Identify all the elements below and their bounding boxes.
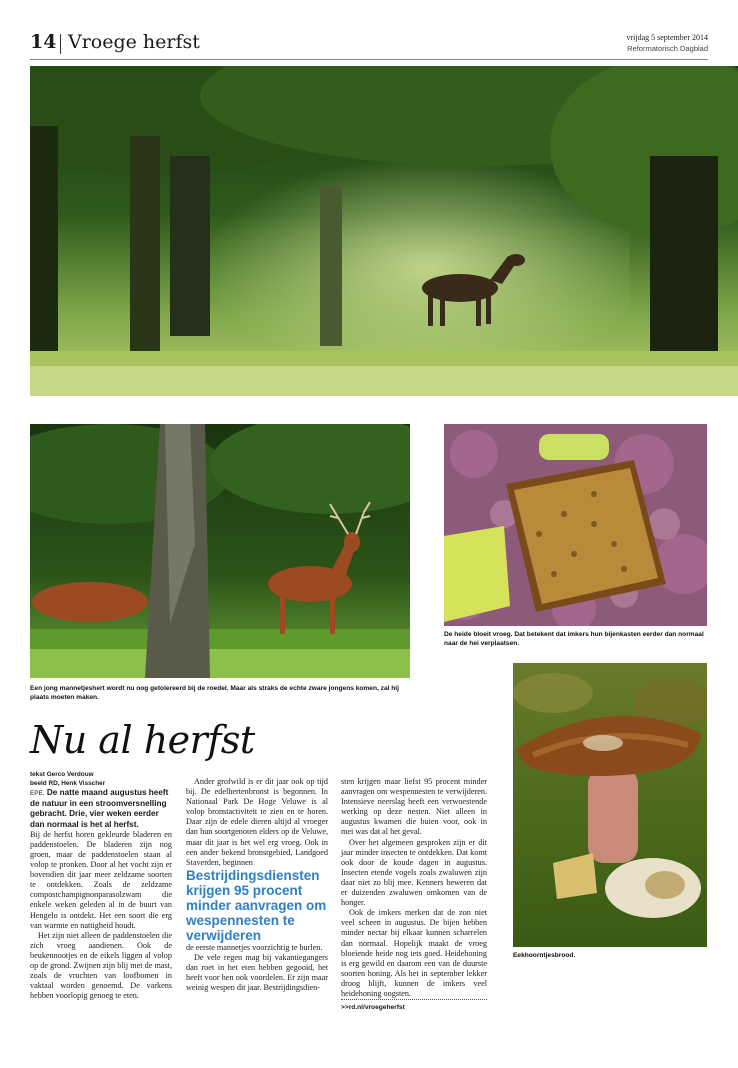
newspaper-name: Reformatorisch Dagblad <box>627 44 708 53</box>
article-column-2 <box>186 777 328 993</box>
article-link[interactable]: >>rd.nl/vroegeherfst <box>341 999 487 1013</box>
page-header <box>30 28 708 58</box>
byline-text: tekst Gerco Verdouw <box>30 771 94 778</box>
paragraph: de eerste mannetjes voorzichtig te burlen. <box>186 942 323 952</box>
paragraph: Bij de herfst horen gekleurde bladeren en paddenstoelen. De bladeren zijn nog groen, maar de paddenstoelen staan al volop te pronken. Door al het vocht zijn er bovendien dit jaar meer zeldzame soorten te ontdekken. Zoals de zeldzame compostchampignonparasolzwam die enkele weken geleden al in de buurt van Hengelo is ontdekt. Het een soort die erg van warmte en nattigheid houdt. <box>30 829 172 930</box>
publication-date: vrijdag 5 september 2014 <box>626 33 708 42</box>
paragraph: Ander grofwild is er dit jaar ook op tijd bij. De edelhertenbronst is begonnen. In Nationaal Park De Hoge Veluwe is al volop bronstactiviteit te zien en te horen. Daar zijn de edele dieren altijd al vroeger dan hun soortgenoten elders op de Veluwe, maar dit jaar is het wel erg vroeg. Ook in een ander bekend bronstgebied, Landgoed Staverden, beginnen <box>186 777 328 867</box>
pull-quote: Bestrijdingsdiensten krijgen 95 procent minder aanvragen om wespennesten te verwijderen <box>186 867 327 943</box>
article-lead <box>30 788 172 830</box>
header-divider <box>60 34 61 54</box>
photo-mushroom <box>513 663 707 947</box>
stag-caption: Een jong mannetjeshert wordt nu nog getolereerd bij de roedel. Maar als straks de echte zware jongens komen, zal hij plaats moeten maken. <box>30 685 399 701</box>
page-number: 14 <box>30 31 57 53</box>
article-column-3 <box>341 777 487 1013</box>
beehive-caption: De heide bloeit vroeg. Dat betekent dat imkers hun bijenkasten eerder dan normaal naar de hei verplaatsen. <box>444 631 704 647</box>
photo-stag <box>30 424 410 678</box>
paragraph: Ook de imkers merken dat de zon niet veel scheen in augustus. De bijen hebben minder nectar bij elkaar kunnen scharrelen dan normaal. Hopelijk maakt de vroeg bloeiende heide nog iets goed. Heidehoning is erg gewild en daarom een van de duurste soorten honing. Als het in september lekker droog blijft, kunnen de imkers veel heidehoning oogsten. <box>341 908 487 998</box>
photo-beehive-heather <box>444 424 707 626</box>
mushroom-caption: Eekhoorntjesbrood. <box>513 952 576 959</box>
article-column-1 <box>30 770 172 1001</box>
paragraph: sten krijgen maar liefst 95 procent minder aanvragen om wespennesten te verwijderen. Intensieve neerslag heeft een verwoestende werking op deze nesten. Niet alleen in augustus kwamen die buien voor, ook in mei was dat al het geval. <box>341 777 487 837</box>
byline-photo: beeld RD, Henk Visscher <box>30 780 106 787</box>
header-rule <box>30 59 708 60</box>
hero-photo-deer-forest <box>30 66 738 396</box>
paragraph: Over het algemeen gesproken zijn er dit jaar minder insecten te ontdekken. Dat komt ook door de koude dagen in augustus. Insecten etende vogels zoals zwaluwen zijn daar niet zo blij mee. Kenners beweren dat er duizenden zwaluwen omkomen van de honger. <box>341 837 487 908</box>
lead-text: De natte maand augustus heeft de natuur in een stroomversnelling gebracht. Drie, vier weken eerder dan normaal is het al herfst. <box>30 788 169 829</box>
dateline: EPE. <box>30 790 45 797</box>
section-title: Vroege herfst <box>68 31 200 53</box>
article-headline: Nu al herfst <box>30 718 255 762</box>
paragraph: Het zijn niet alleen de paddenstoelen die zich vroeg aandienen. Ook de beukennootjes en de eikels liggen al volop op de grond. Zwijnen zijn blij met de mast, zoals de vruchten van loofbomen in vaktaal worden genoemd. De varkens hebben voorlopig genoeg te eten. <box>30 930 172 1001</box>
paragraph: De vele regen mag bij vakantiegangers dan roet in het eten hebben gegooid, het heeft voor hen ook voordelen. Er zijn maar weinig wespen dit jaar. Bestrijdingsdien- <box>186 952 328 993</box>
